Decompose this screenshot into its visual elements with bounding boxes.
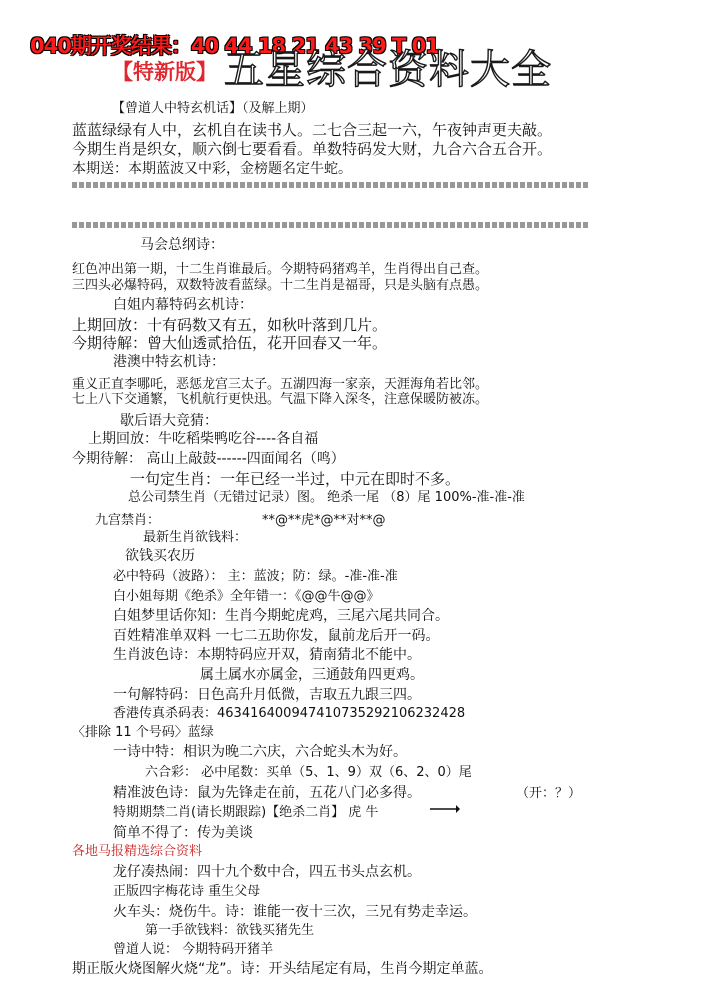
text-line: 火车头：烧伤牛。诗：谁能一夜十三次，三兄有势走幸运。: [113, 904, 477, 920]
text-line: 今期生肖是织女，顺六倒七要看看。单数特码发大财，九合六合五合开。: [72, 140, 553, 158]
text-line: 简单不得了：传为美谈: [113, 825, 253, 841]
edition-label: 【特新版】: [112, 60, 217, 84]
text-line: 期正版火烧图解火烧“龙”。诗：开头结尾定有局，生肖今期定单蓝。: [72, 961, 493, 977]
text-line: 三四头必爆特码，双数特波看蓝绿。十二生肖是福哥，只是头脑有点愚。: [72, 278, 489, 293]
draw-result-banner: 040期开奖结果：40 44 18 21 43 39 T 01: [30, 34, 439, 58]
text-line: 白小姐每期《绝杀》全年错一：《@@牛@@》: [113, 589, 380, 604]
section-heading: 最新生肖欲钱料：: [143, 530, 248, 545]
section-heading: 各地马报精选综合资料: [72, 844, 203, 859]
text-line: 特期期禁二肖(请长期跟踪)【绝杀二肖】 虎 牛: [113, 805, 379, 820]
text-line: 生肖波色诗：本期特码应开双，猜南猜北不能中。: [113, 647, 421, 663]
text-line: **@**虎*@**对**@: [262, 513, 386, 528]
text-line: （开：？）: [516, 786, 582, 801]
text-line: 本期送：本期蓝波又中彩，金榜题名定牛蛇。: [72, 161, 352, 177]
text-line: 红色冲出第一期，十二生肖谁最后。今期特码猪鸡羊，生肖得出自己查。: [72, 262, 489, 277]
text-line: 上期回放：十有码数又有五，如秋叶落到几片。: [72, 316, 388, 334]
text-line: 重义正直李哪吒，恶惩龙宫三太子。五湖四海一家亲，天涯海角若比邻。: [72, 377, 489, 392]
divider: [72, 182, 588, 188]
text-line: 六合彩： 必中尾数：买单（5、1、9）双（6、2、0）尾: [145, 765, 472, 780]
text-line: 白姐梦里话你知：生肖今期蛇虎鸡，三尾六尾共同合。: [113, 608, 449, 624]
text-line: 龙仔凑热闹：四十九个数中合，四五书头点玄机。: [113, 864, 421, 880]
text-line: 一句解特码：日色高升月低微，吉取五九跟三四。: [113, 687, 421, 703]
text-line: 必中特码（波路）： 主：蓝波；防：绿。-准-准-准: [113, 569, 398, 584]
text-line: 今期待解： 高山上敲鼓------四面闻名（鸣）: [72, 451, 345, 467]
section-heading: 【曾道人中特玄机话】（及解上期）: [112, 101, 314, 116]
text-line: 第一手欲钱料：欲钱买猪先生: [145, 923, 315, 938]
divider: [72, 222, 588, 228]
section-heading: 港澳中特玄机诗：: [113, 354, 225, 370]
text-line: 七上八下交通繁，飞机航行更快迅。气温下降入深冬，注意保暖防被冻。: [72, 392, 489, 407]
section-heading: 歇后语大竞猜：: [120, 413, 218, 429]
section-heading: 白姐内幕特码玄机诗：: [113, 297, 253, 313]
text-line: 百姓精准单双料 一七二五助你发，鼠前龙后开一码。: [113, 628, 440, 644]
text-line: 九宫禁肖：: [95, 513, 161, 528]
text-line: 欲钱买农历: [125, 548, 195, 564]
text-line: 正版四字梅花诗 重生父母: [113, 884, 261, 899]
text-line: 香港传真杀码表：463416400947410735292106232428: [113, 706, 466, 721]
page-title: 五星综合资料大全: [224, 47, 552, 93]
text-line: 属土属水亦属金，三通鼓角四更鸡。: [200, 667, 424, 683]
text-line: 一句定生肖：一年已经一半过，中元在即时不多。: [130, 470, 461, 488]
text-line: 〈排除 11 个号码〉蓝绿: [72, 725, 214, 740]
text-line: 曾道人说： 今期特码开猪羊: [113, 942, 274, 957]
arrow-right-icon: [430, 804, 460, 814]
text-line: 上期回放：牛吃稻柴鸭吃谷----各自福: [88, 431, 319, 447]
text-line: 蓝蓝绿绿有人中，玄机自在读书人。二七合三起一六，午夜钟声更夫敲。: [72, 121, 553, 139]
text-line: 总公司禁生肖（无错过记录）图。 绝杀一尾 （8）尾 100%-准-准-准: [128, 490, 525, 505]
text-line: 精准波色诗：鼠为先锋走在前，五花八门必多得。: [113, 785, 421, 801]
text-line: 一诗中特：相识为晚二六庆，六合蛇头木为好。: [113, 744, 407, 760]
text-line: 今期待解：曾大仙透贰拾伍，花开回春又一年。: [72, 334, 388, 352]
section-heading: 马会总纲诗：: [140, 237, 224, 253]
